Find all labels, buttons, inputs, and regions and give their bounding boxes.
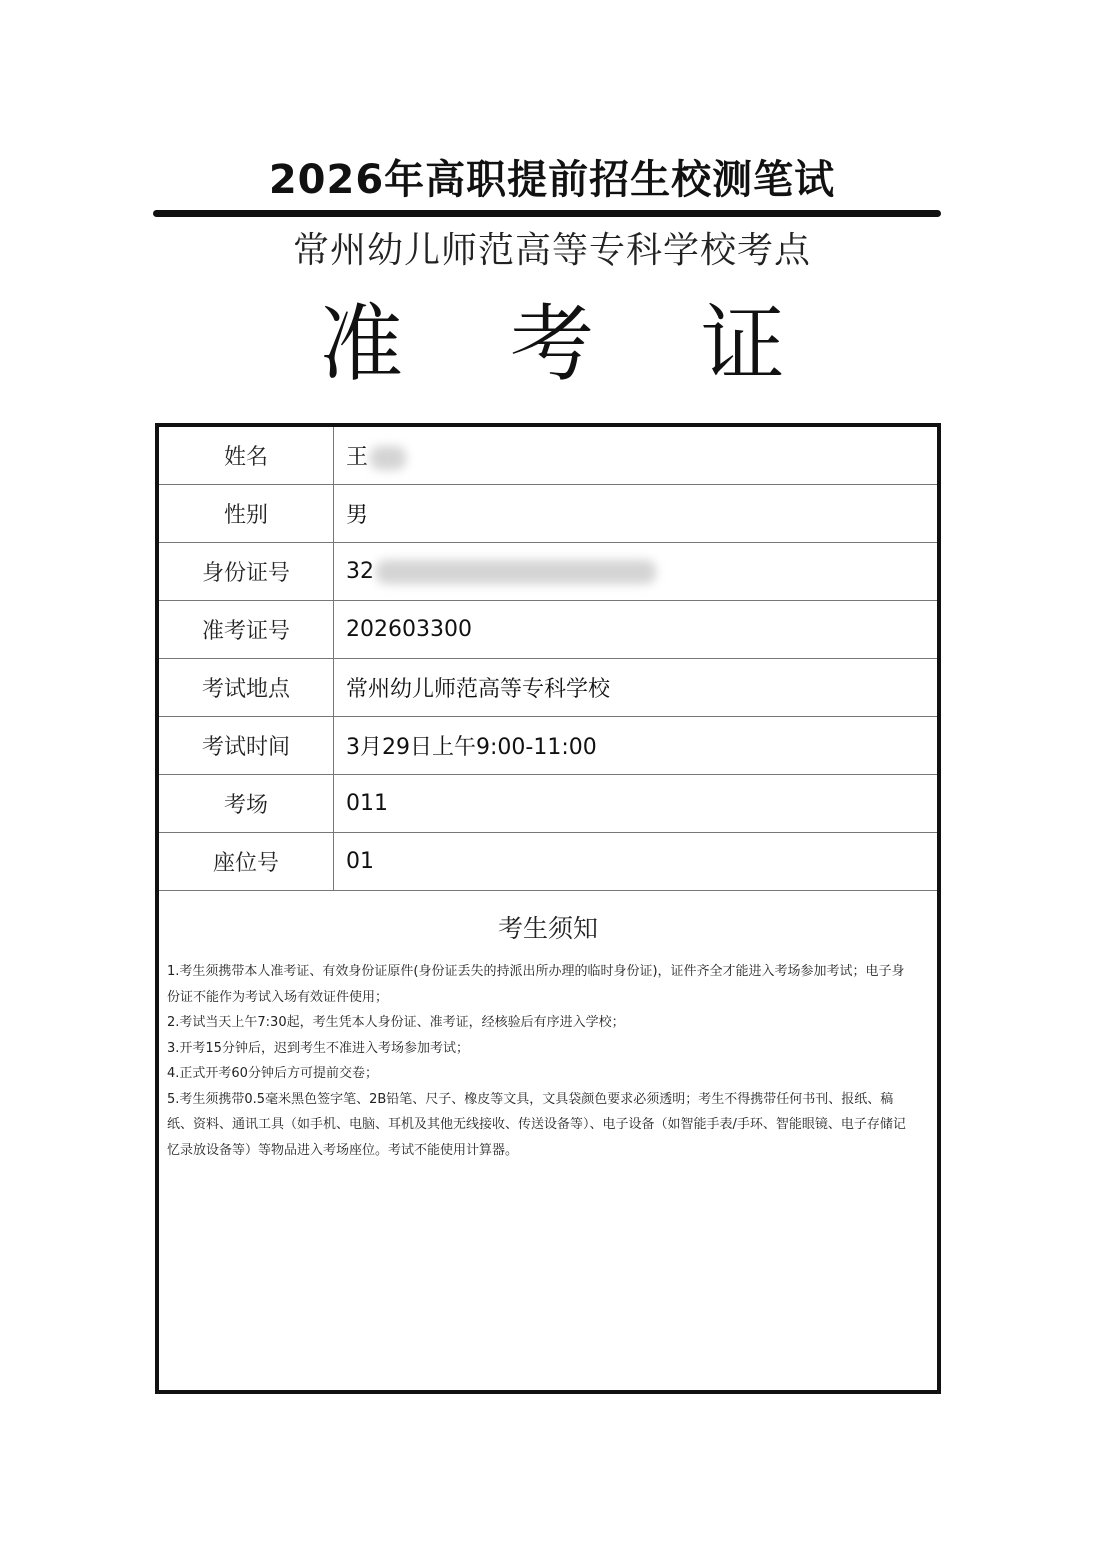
table-row xyxy=(159,775,937,833)
table-row xyxy=(159,601,937,659)
ticket-number-label: 准考证号 xyxy=(159,601,334,659)
title-divider xyxy=(153,210,941,217)
seat-number-value: 01 xyxy=(334,833,938,891)
seat-number-label: 座位号 xyxy=(159,833,334,891)
notice-item: 2.考试当天上午7:30起，考生凭本人身份证、准考证，经核验后有序进入学校； xyxy=(167,1015,625,1030)
notice-item: 1.考生须携带本人准考证、有效身份证原件(身份证丢失的持派出所办理的临时身份证)，证件齐全才能进入考场参加考试；电子身份证不能作为考试入场有效证件使用； xyxy=(167,964,905,1005)
redaction-blur xyxy=(376,560,656,584)
table-row xyxy=(159,543,937,601)
admission-ticket-heading: 准 考 证 xyxy=(319,295,825,393)
gender-value: 男 xyxy=(334,485,938,543)
notice-title: 考生须知 xyxy=(497,914,598,943)
gender-label: 性别 xyxy=(159,485,334,543)
name-value-cell xyxy=(334,427,938,485)
table-row xyxy=(159,717,937,775)
name-value: 王 xyxy=(346,445,369,470)
id-number-value-cell xyxy=(334,543,938,601)
notice-item: 3.开考15分钟后，迟到考生不准进入考场参加考试； xyxy=(167,1040,469,1056)
exam-room-value: 011 xyxy=(334,775,938,833)
ticket-number-value: 202603300 xyxy=(334,601,938,659)
exam-time-value: 3月29日上午9:00-11:00 xyxy=(334,717,938,775)
id-number-label: 身份证号 xyxy=(159,543,334,601)
exam-location-label: 考试地点 xyxy=(159,659,334,717)
page-title: 2026年高职提前招生校测笔试 xyxy=(268,157,836,203)
venue-subtitle: 常州幼儿师范高等专科学校考点 xyxy=(292,230,811,271)
exam-room-label: 考场 xyxy=(159,775,334,833)
exam-time-label: 考试时间 xyxy=(159,717,334,775)
notice-item: 4.正式开考60分钟后方可提前交卷； xyxy=(167,1066,378,1081)
redaction-blur xyxy=(370,446,406,470)
exam-location-value: 常州幼儿师范高等专科学校 xyxy=(334,659,938,717)
id-number-value: 32 xyxy=(346,559,374,584)
name-label: 姓名 xyxy=(159,427,334,485)
candidate-info-table xyxy=(159,427,937,891)
table-row xyxy=(159,485,937,543)
notice-list xyxy=(167,959,909,1163)
table-row xyxy=(159,659,937,717)
notice-item: 5.考生须携带0.5毫米黑色签字笔、2B铅笔、尺子、橡皮等文具，文具袋颜色要求必须透明；考生不得携带任何书刊、报纸、稿纸、资料、通讯工具（如手机、电脑、耳机及其他无线接收、传送设备等）、电子设备（如智能手表/手环、智能眼镜、电子存储记忆录放设备等）等物品进入考场座位。考试不能使用计算器。 xyxy=(167,1091,906,1158)
table-row xyxy=(159,833,937,891)
admission-card xyxy=(155,423,941,1394)
table-row xyxy=(159,427,937,485)
